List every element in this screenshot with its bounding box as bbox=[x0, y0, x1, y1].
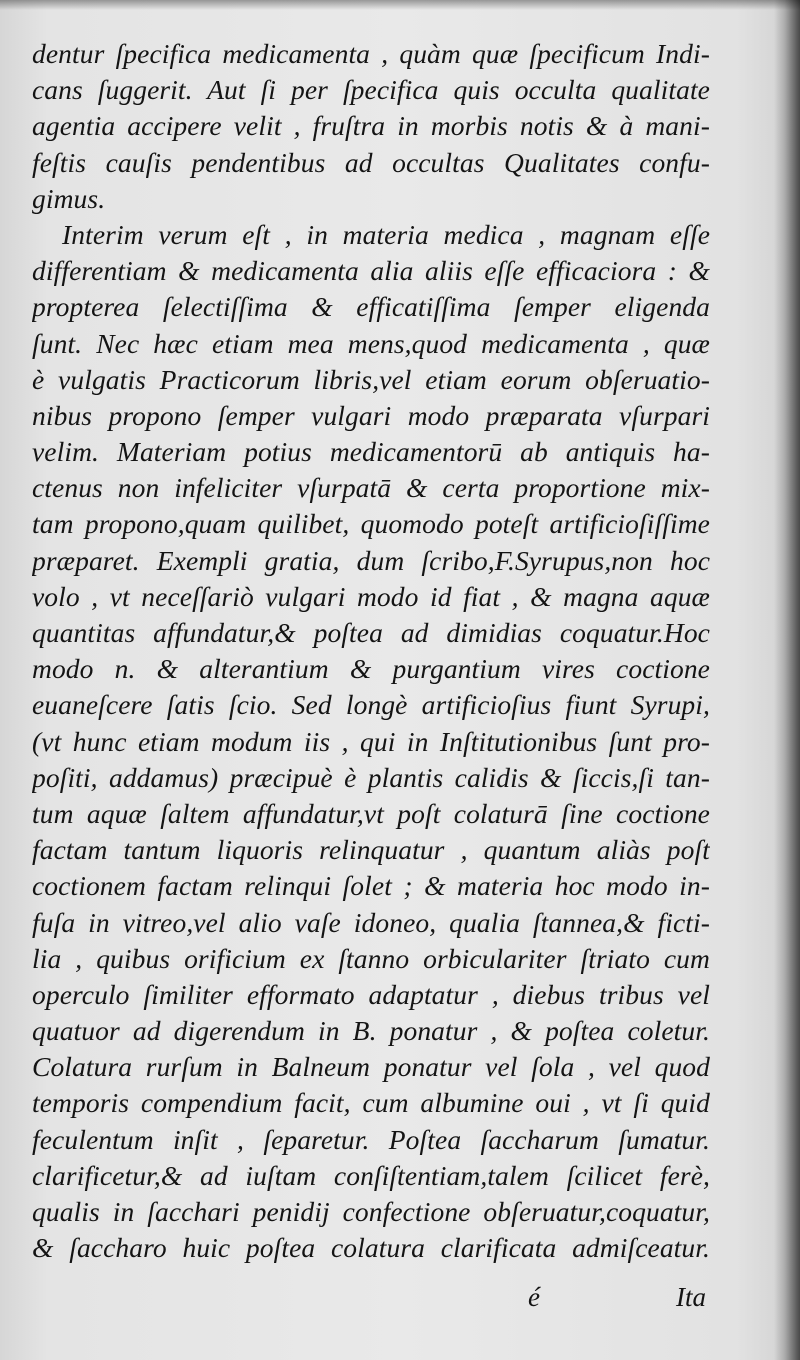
text-line: nibus propono ſemper vulgari modo præparata vſurpari bbox=[32, 399, 710, 431]
text-line: quatuor ad digerendum in B. ponatur , & poſtea coletur. bbox=[32, 1015, 710, 1047]
page-gutter-shadow bbox=[774, 0, 800, 1360]
text-line: differentiam & medicamenta alia aliis eſſe efficaciora : & bbox=[32, 255, 710, 287]
body-text bbox=[32, 36, 710, 1266]
text-line: & ſaccharo huic poſtea colatura clarificata admiſceatur. bbox=[32, 1232, 710, 1264]
text-line: agentia accipere velit , fruſtra in morbis notis & à mani- bbox=[32, 110, 710, 142]
text-line: feſtis cauſis pendentibus ad occultas Qualitates confu- bbox=[32, 146, 710, 178]
text-line: velim. Materiam potius medicamentorū ab antiquis ha- bbox=[32, 436, 710, 468]
text-line: qualis in ſacchari penidij confectione obſeruatur,coquatur, bbox=[32, 1196, 710, 1227]
text-line: ſunt. Nec hæc etiam mea mens,quod medicamenta , quæ bbox=[32, 327, 710, 359]
text-line: tum aquæ ſaltem affundatur,vt poſt colaturā ſine coctione bbox=[32, 797, 710, 829]
paragraph-first-line: Interim verum eſt , in materia medica , magnam eſſe bbox=[62, 218, 710, 250]
text-line: factam tantum liquoris relinquatur , quantum aliàs poſt bbox=[32, 834, 710, 866]
text-line: volo , vt neceſſariò vulgari modo id fiat , & magna aquæ bbox=[32, 580, 710, 612]
text-line: cans ſuggerit. Aut ſi per ſpecifica quis occulta qualitate bbox=[32, 74, 710, 106]
text-line: præparet. Exempli gratia, dum ſcribo,F.Syrupus,non hoc bbox=[32, 544, 710, 576]
text-line: clarificetur,& ad iuſtam conſiſtentiam,talem ſcilicet ferè, bbox=[32, 1159, 710, 1191]
text-line: è vulgatis Practicorum libris,vel etiam eorum obſeruatio- bbox=[32, 363, 710, 395]
text-line: Colatura rurſum in Balneum ponatur vel ſola , vel quod bbox=[32, 1051, 710, 1083]
text-line: dentur ſpecifica medicamenta , quàm quæ ſpecificum Indi- bbox=[32, 38, 710, 69]
text-line: feculentum inſit , ſeparetur. Poſtea ſaccharum ſumatur. bbox=[32, 1123, 710, 1155]
text-line: temporis compendium facit, cum albumine oui , vt ſi quid bbox=[32, 1087, 710, 1119]
catchword: Ita bbox=[676, 1282, 706, 1312]
text-line: quantitas affundatur,& poſtea ad dimidias coquatur.Hoc bbox=[32, 617, 710, 648]
page-footer bbox=[0, 1282, 800, 1318]
signature-mark: é bbox=[528, 1282, 540, 1312]
text-line: tam propono,quam quilibet, quomodo poteſt artificioſiſſime bbox=[32, 508, 710, 540]
text-line: (vt hunc etiam modum iis , qui in Inſtitutionibus ſunt pro- bbox=[32, 725, 710, 757]
text-line: coctionem factam relinqui ſolet ; & materia hoc modo in- bbox=[32, 870, 710, 902]
page-top-shadow bbox=[0, 0, 800, 10]
text-line: ctenus non infeliciter vſurpatā & certa proportione mix- bbox=[32, 472, 710, 504]
text-line: operculo ſimiliter efformato adaptatur , diebus tribus vel bbox=[32, 978, 710, 1010]
text-line: propterea ſelectiſſima & efficatiſſima ſemper eligenda bbox=[32, 291, 710, 323]
text-line: euaneſcere ſatis ſcio. Sed longè artificioſius fiunt Syrupi, bbox=[32, 689, 710, 721]
text-line: lia , quibus orificium ex ſtanno orbiculariter ſtriato cum bbox=[32, 942, 710, 974]
text-line: gimus. bbox=[32, 182, 106, 214]
text-line: modo n. & alterantium & purgantium vires coctione bbox=[32, 653, 710, 685]
text-line: fuſa in vitreo,vel alio vaſe idoneo, qualia ſtannea,& ficti- bbox=[32, 906, 710, 938]
text-line: poſiti, addamus) præcipuè è plantis calidis & ſiccis,ſi tan- bbox=[32, 761, 710, 793]
